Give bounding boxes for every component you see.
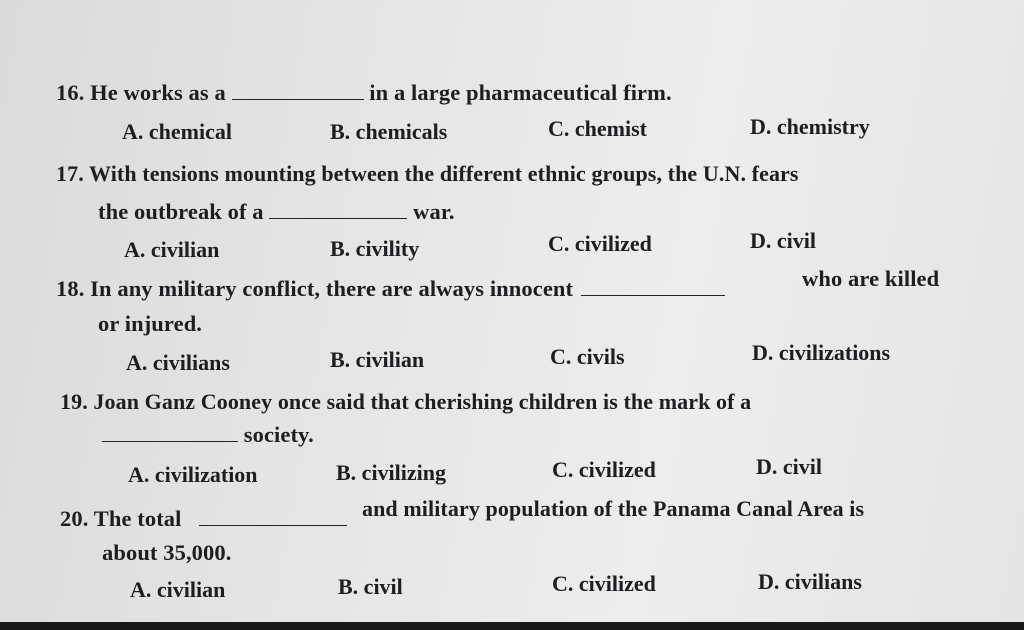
answer-blank <box>199 524 347 526</box>
question-stem-continued: about 35,000. <box>102 540 232 565</box>
option-c: C. civilized <box>552 571 656 596</box>
question-stem-continued: society. <box>102 422 314 448</box>
option-a: A. civilian <box>130 577 226 602</box>
question-stem-end: who are killed <box>802 266 940 291</box>
question-stem: 16. He works as a in a large pharmaceutical firm. <box>56 80 672 105</box>
question-stem: 18. In any military conflict, there are always innocent <box>56 276 725 302</box>
question-stem-end: and military population of the Panama Canal Area is <box>362 496 865 521</box>
option-d: D. civil <box>756 454 822 479</box>
option-c: C. civilized <box>552 457 656 482</box>
option-b: B. chemicals <box>330 119 448 144</box>
answer-blank <box>269 217 407 219</box>
option-a: A. civilization <box>128 462 258 487</box>
answer-blank <box>102 440 238 442</box>
question-stem: 19. Joan Ganz Cooney once said that cherishing children is the mark of a <box>60 389 752 414</box>
option-d: D. chemistry <box>750 114 870 139</box>
option-a: A. civilians <box>126 350 230 375</box>
option-b: B. civilian <box>330 347 425 372</box>
option-d: D. civilizations <box>752 340 891 365</box>
option-b: B. civility <box>330 236 420 261</box>
option-b: B. civilizing <box>336 460 446 485</box>
option-d: D. civil <box>750 228 816 253</box>
option-c: C. chemist <box>548 116 647 141</box>
option-b: B. civil <box>338 574 403 599</box>
question-stem-continued: the outbreak of a war. <box>98 199 455 224</box>
answer-blank <box>581 294 725 296</box>
option-a: A. civilian <box>124 237 220 262</box>
option-c: C. civils <box>550 344 625 369</box>
option-a: A. chemical <box>122 119 232 144</box>
answer-blank <box>232 98 364 100</box>
question-stem: 20. The total <box>60 506 347 532</box>
photo-bottom-edge <box>0 622 1024 630</box>
option-c: C. civilized <box>548 231 652 256</box>
question-stem-continued: or injured. <box>98 311 203 336</box>
option-d: D. civilians <box>758 569 862 594</box>
question-stem: 17. With tensions mounting between the different ethnic groups, the U.N. fears <box>56 161 799 186</box>
